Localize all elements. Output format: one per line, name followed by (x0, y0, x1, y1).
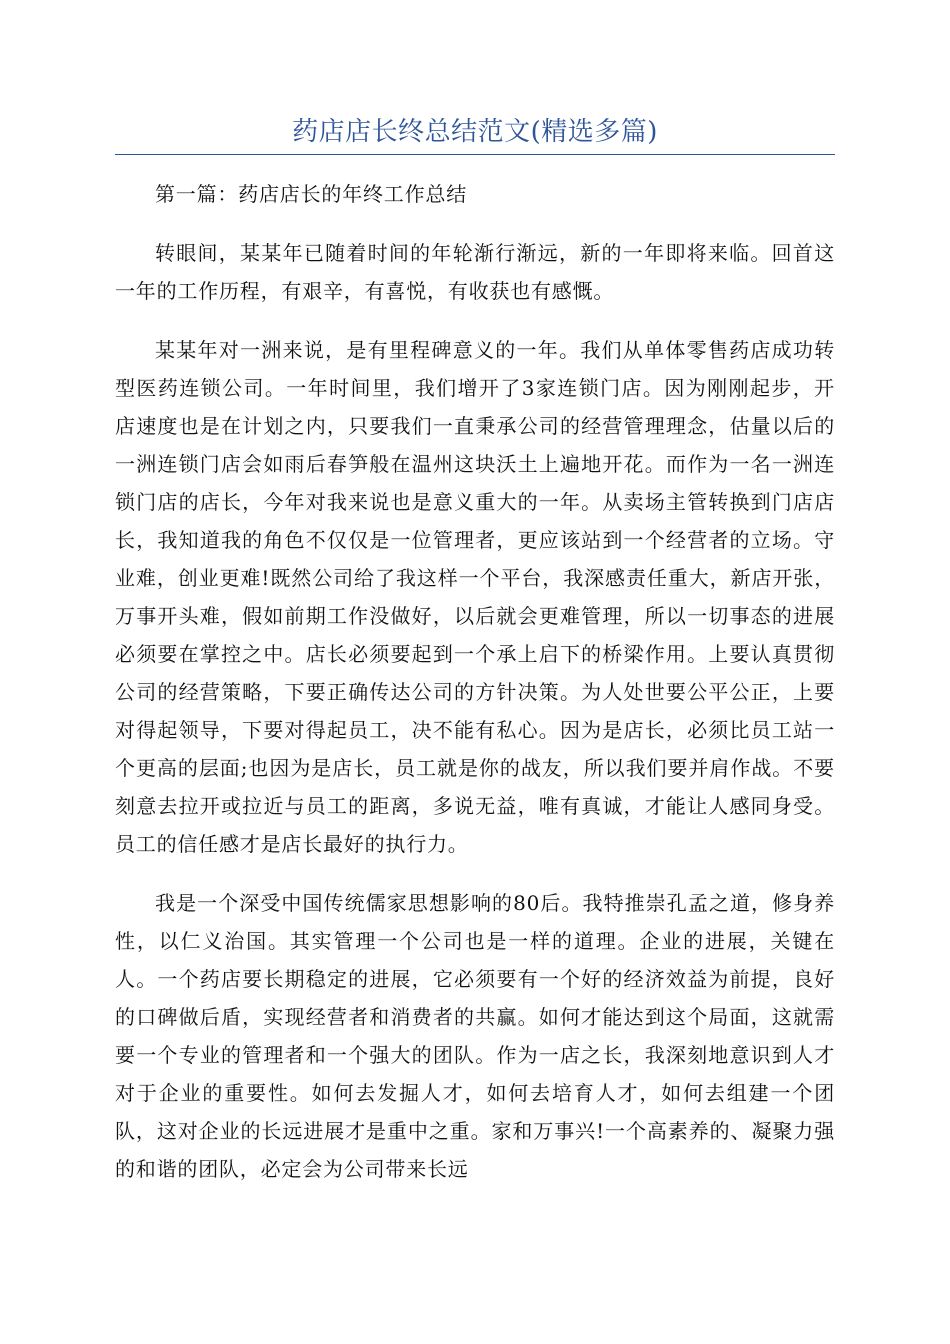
paragraph-role: 某某年对一洲来说，是有里程碑意义的一年。我们从单体零售药店成功转型医药连锁公司。一年时间里，我们增开了3家连锁门店。因为刚刚起步，开店速度也是在计划之内，只要我们一直秉承公司的经营管理理念，估量以后的一洲连锁门店会如雨后春笋般在温州这块沃土上遍地开花。而作为一名一洲连锁门店的店长，今年对我来说也是意义重大的一年。从卖场主管转换到门店店长，我知道我的角色不仅仅是一位管理者，更应该站到一个经营者的立场。守业难，创业更难!既然公司给了我这样一个平台，我深感责任重大，新店开张，万事开头难，假如前期工作没做好，以后就会更难管理，所以一切事态的进展必须要在掌控之中。店长必须要起到一个承上启下的桥梁作用。上要认真贯彻公司的经营策略，下要正确传达公司的方针决策。为人处世要公平公正，上要对得起领导，下要对得起员工，决不能有私心。因为是店长，必须比员工站一个更高的层面;也因为是店长，员工就是你的战友，所以我们要并肩作战。不要刻意去拉开或拉近与员工的距离，多说无益，唯有真诚，才能让人感同身受。员工的信任感才是店长最好的执行力。 (115, 338, 835, 856)
paragraph-intro: 转眼间，某某年已随着时间的年轮渐行渐远，新的一年即将来临。回首这一年的工作历程，有艰辛，有喜悦，有收获也有感慨。 (115, 241, 835, 303)
document-title: 药店店长终总结范文(精选多篇) (292, 117, 658, 147)
document-body (115, 175, 835, 1209)
section-heading: 第一篇：药店店长的年终工作总结 (155, 182, 467, 206)
paragraph-team: 我是一个深受中国传统儒家思想影响的80后。我特推崇孔孟之道，修身养性，以仁义治国。其实管理一个公司也是一样的道理。企业的进展，关键在人。一个药店要长期稳定的进展，它必须要有一个好的经济效益为前提，良好的口碑做后盾，实现经营者和消费者的共赢。如何才能达到这个局面，这就需要一个专业的管理者和一个强大的团队。作为一店之长，我深刻地意识到人才对于企业的重要性。如何去发掘人才，如何去培育人才，如何去组建一个团队，这对企业的长远进展才是重中之重。家和万事兴!一个高素养的、凝聚力强的和谐的团队，必定会为公司带来长远 (115, 891, 835, 1181)
title-underline (115, 154, 835, 155)
